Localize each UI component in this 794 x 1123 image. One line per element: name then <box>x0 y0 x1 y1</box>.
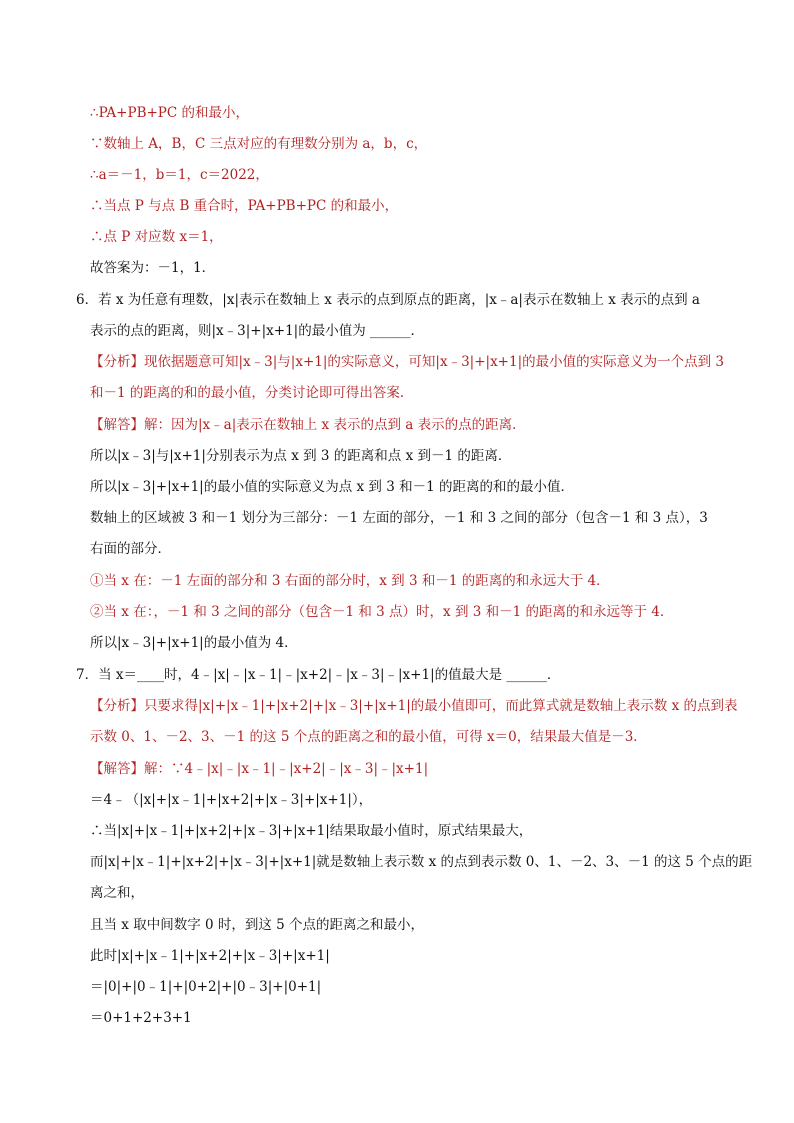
solution-7-line-3: ∴当|x|+|x﹣1|+|x+2|+|x﹣3|+|x+1|结果取最小值时，原式结果最大， <box>90 823 533 839</box>
analysis-7-line-2: 示数 0、1、－2、3、－1 的这 5 个点的距离之和的最小值，可得 x＝0，结果最大值是－3． <box>90 729 647 745</box>
text-line: ∴当点 P 与点 B 重合时，PA+PB+PC 的和最小， <box>90 198 399 214</box>
solution-7-line-8: ＝|0|+|0﹣1|+|0+2|+|0﹣3|+|0+1| <box>90 979 322 995</box>
solution-7-line-4: 而|x|+|x﹣1|+|x+2|+|x﹣3|+|x+1|就是数轴上表示数 x 的点到表示数 0、1、－2、3、－1 的这 5 个点的距 <box>90 854 753 870</box>
solution-7-line-6: 且当 x 取中间数字 0 时，到这 5 个点的距离之和最小， <box>90 917 425 933</box>
solution-6-line-5: 右面的部分． <box>90 541 171 557</box>
solution-7-line-1: 【解答】解：∵4﹣|x|﹣|x﹣1|﹣|x+2|﹣|x﹣3|﹣|x+1| <box>90 761 429 777</box>
question-7-line-1: 7．当 x＝____时，4﹣|x|﹣|x﹣1|﹣|x+2|﹣|x﹣3|﹣|x+1|的值最大是 ______． <box>76 667 561 683</box>
question-6-line-2: 表示的点的距离，则|x﹣3|+|x+1|的最小值为 ______． <box>90 323 425 339</box>
text-line: ∴点 P 对应数 x＝1， <box>90 229 223 245</box>
text-line: ∴PA+PB+PC 的和最小， <box>90 105 250 121</box>
solution-6-line-4: 数轴上的区域被 3 和－1 划分为三部分：－1 左面的部分，－1 和 3 之间的部分（包含－1 和 3 点），3 <box>90 510 708 526</box>
solution-6-line-8: 所以|x﹣3|+|x+1|的最小值为 4． <box>90 635 298 651</box>
text-line: ∵数轴上 A，B，C 三点对应的有理数分别为 a，b，c， <box>90 136 428 152</box>
solution-6-line-6: ①当 x 在：－1 左面的部分和 3 右面的部分时，x 到 3 和－1 的距离的和永远大于 4． <box>90 573 610 589</box>
text-line: ∴a＝－1，b＝1，c＝2022， <box>90 167 269 183</box>
analysis-6-line-2: 和－1 的距离的和的最小值，分类讨论即可得出答案． <box>90 385 414 401</box>
solution-7-line-2: ＝4﹣（|x|+|x﹣1|+|x+2|+|x﹣3|+|x+1|）， <box>90 792 373 808</box>
solution-6-line-1: 【解答】解：因为|x﹣a|表示在数轴上 x 表示的点到 a 表示的点的距离． <box>90 417 526 433</box>
analysis-6-line-1: 【分析】现依据题意可知|x﹣3|与|x+1|的实际意义，可知|x﹣3|+|x+1|的最小值的实际意义为一个点到 3 <box>90 354 725 370</box>
solution-7-line-5: 离之和， <box>90 885 144 901</box>
solution-7-line-9: ＝0+1+2+3+1 <box>90 1010 192 1026</box>
question-6-line-1: 6．若 x 为任意有理数，|x|表示在数轴上 x 表示的点到原点的距离，|x﹣a|表示在数轴上 x 表示的点到 a <box>76 292 700 308</box>
solution-6-line-2: 所以|x﹣3|与|x+1|分别表示为点 x 到 3 的距离和点 x 到－1 的距离． <box>90 448 512 464</box>
solution-7-line-7: 此时|x|+|x﹣1|+|x+2|+|x﹣3|+|x+1| <box>90 948 330 964</box>
analysis-7-line-1: 【分析】只要求得|x|+|x﹣1|+|x+2|+|x﹣3|+|x+1|的最小值即可，而此算式就是数轴上表示数 x 的点到表 <box>90 698 738 714</box>
text-line: 故答案为：－1，1． <box>90 260 216 276</box>
solution-6-line-7: ②当 x 在：，－1 和 3 之间的部分（包含－1 和 3 点）时，x 到 3 和－1 的距离的和永远等于 4． <box>90 604 674 620</box>
solution-6-line-3: 所以|x﹣3|+|x+1|的最小值的实际意义为点 x 到 3 和－1 的距离的和的最小值． <box>90 479 574 495</box>
